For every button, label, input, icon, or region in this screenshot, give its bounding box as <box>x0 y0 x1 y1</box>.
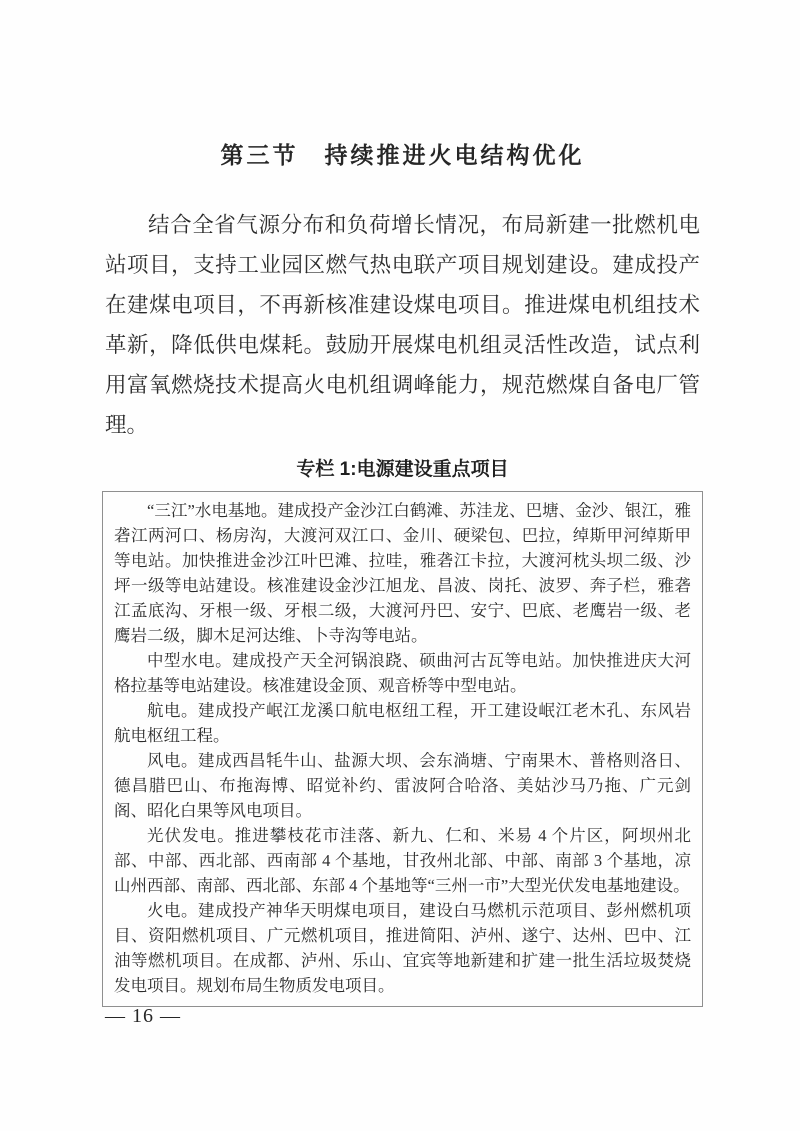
intro-paragraph: 结合全省气源分布和负荷增长情况，布局新建一批燃机电站项目，支持工业园区燃气热电联产项目规划建设。建成投产在建煤电项目，不再新核准建设煤电项目。推进煤电机组技术革新，降低供电煤耗。鼓励开展煤电机组灵活性改造，试点利用富氧燃烧技术提高火电机组调峰能力，规范燃煤自备电厂管理。 <box>105 212 700 437</box>
page-number: — 16 — <box>105 1005 181 1027</box>
box-paragraph-solar-power: 光伏发电。推进攀枝花市洼落、新九、仁和、米易 4 个片区，阿坝州北部、中部、西北部、西南部 4 个基地，甘孜州北部、中部、南部 3 个基地，凉山州西部、南部、西北部、东部 4 个基地等“三州一市”大型光伏发电基地建设。 <box>114 825 691 895</box>
box-paragraph-thermal-power: 火电。建成投产神华天明煤电项目，建设白马燃机示范项目、彭州燃机项目、资阳燃机项目、广元燃机项目，推进简阳、泸州、遂宁、达州、巴中、江油等燃机项目。在成都、泸州、乐山、宜宾等地新建和扩建一批生活垃圾焚烧发电项目。规划布局生物质发电项目。 <box>114 900 691 995</box>
box-paragraph-hydro-base: “三江”水电基地。建成投产金沙江白鹤滩、苏洼龙、巴塘、金沙、银江，雅砻江两河口、杨房沟，大渡河双江口、金川、硬梁包、巴拉，绰斯甲河绰斯甲等电站。加快推进金沙江叶巴滩、拉哇，雅砻江卡拉，大渡河枕头坝二级、沙坪一级等电站建设。核准建设金沙江旭龙、昌波、岗托、波罗、奔子栏，雅砻江孟底沟、牙根一级、牙根二级，大渡河丹巴、安宁、巴底、老鹰岩一级、老鹰岩二级，脚木足河达维、卜寺沟等电站。 <box>114 500 691 645</box>
section-title: 第三节 持续推进火电结构优化 <box>220 143 585 168</box>
box-title: 专栏 1:电源建设重点项目 <box>296 458 509 480</box>
box-paragraph-medium-hydro: 中型水电。建成投产天全河锅浪跷、硕曲河古瓦等电站。加快推进庆大河格拉基等电站建设。核准建设金顶、观音桥等中型电站。 <box>114 650 691 695</box>
page-content-column <box>105 0 700 1007</box>
highlight-box <box>102 491 703 1007</box>
box-paragraph-navigation-power: 航电。建成投产岷江龙溪口航电枢纽工程，开工建设岷江老木孔、东风岩航电枢纽工程。 <box>114 700 691 745</box>
box-paragraph-wind-power: 风电。建成西昌牦牛山、盐源大坝、会东淌塘、宁南果木、普格则洛日、德昌腊巴山、布拖海博、昭觉补约、雷波阿合哈洛、美姑沙马乃拖、广元剑阁、昭化白果等风电项目。 <box>114 750 691 820</box>
